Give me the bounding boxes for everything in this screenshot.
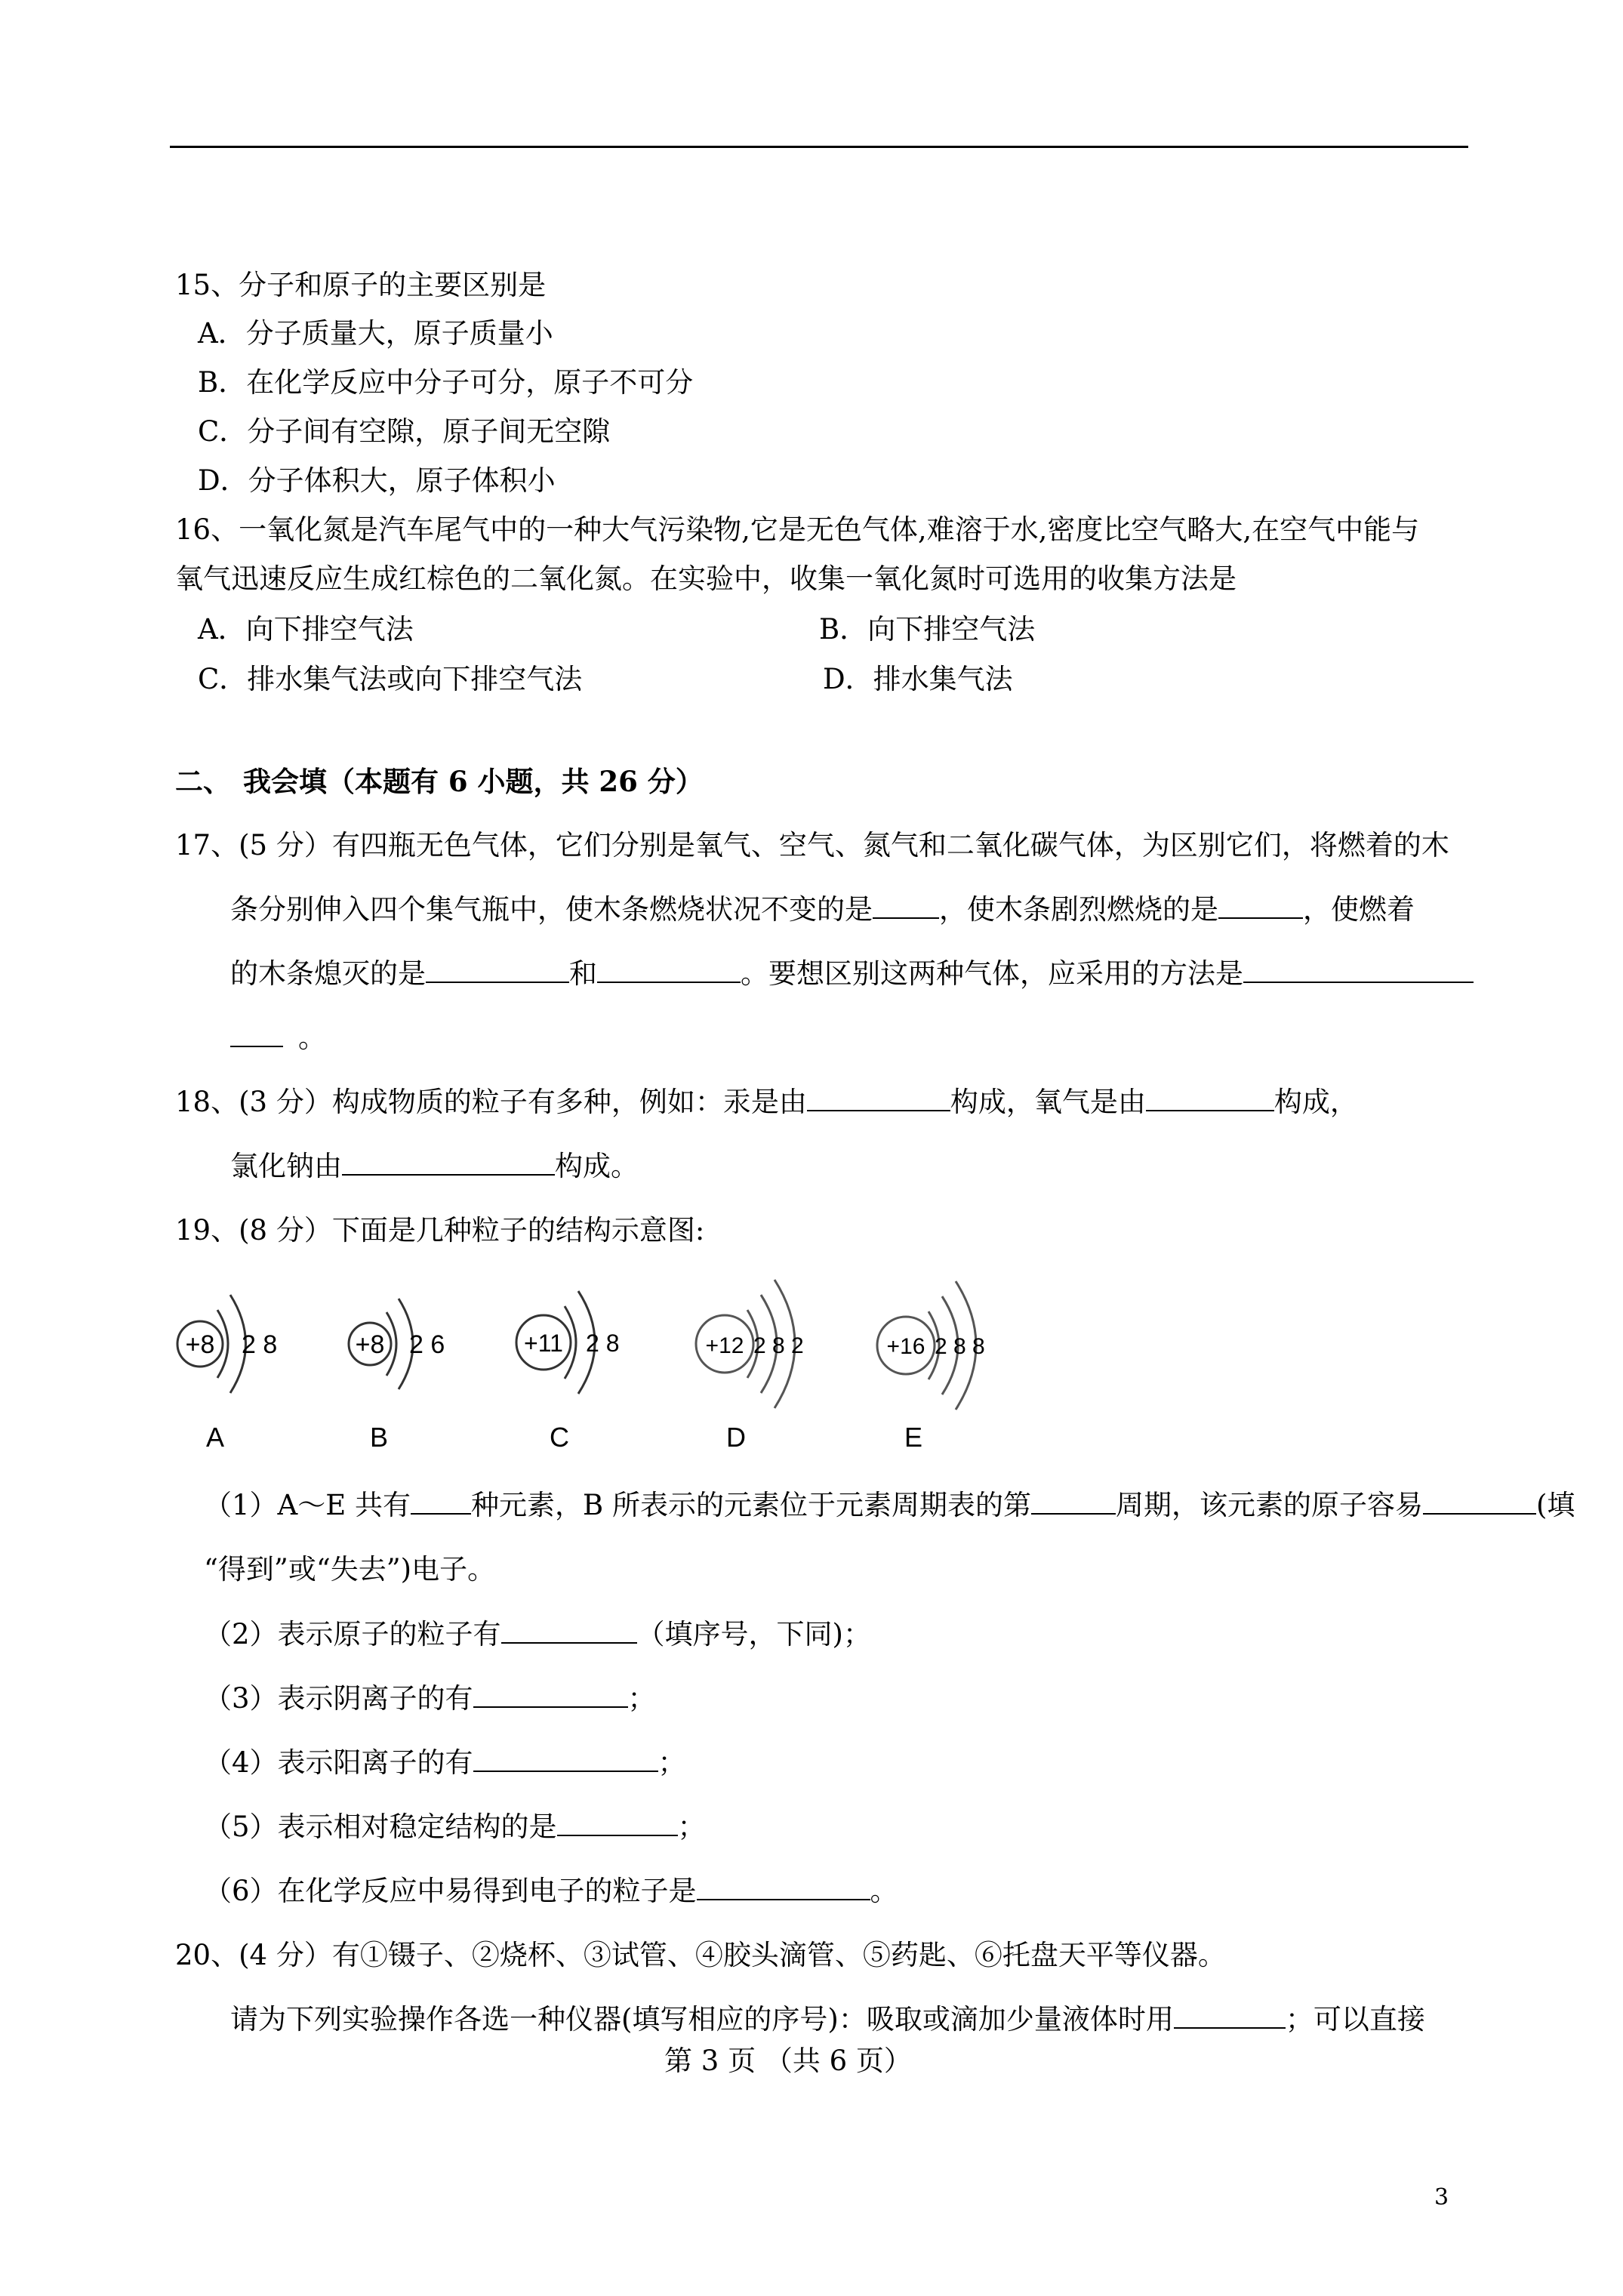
section2-title: 我会填（本题有 6 小题，共 26 分）: [243, 765, 704, 798]
nucleus-e-label: +16: [886, 1334, 925, 1359]
q19-p2-text-b: （填序号，下同)；: [636, 1618, 871, 1650]
q18-line1-text-a: 18、(3 分）构成物质的粒子有多种，例如：汞是由: [175, 1086, 807, 1118]
q19-p1-text-d: (填: [1535, 1489, 1575, 1521]
nucleus-b-label: +8: [355, 1330, 385, 1359]
q18-line1-text-b: 构成，氧气是由: [950, 1086, 1146, 1118]
q15-option-a: A．分子质量大，原子质量小: [198, 317, 553, 350]
q19-p3-text-a: （3）表示阴离子的有: [204, 1682, 473, 1715]
q17-line4: [230, 1022, 326, 1055]
diagram-letter-d: D: [726, 1422, 746, 1453]
q19-blank-cations[interactable]: [473, 1748, 658, 1772]
q19-p5-text-a: （5）表示相对稳定结构的是: [204, 1811, 557, 1843]
q17-line2-text-a: 条分别伸入四个集气瓶中，使木条燃烧状况不变的是: [230, 893, 873, 926]
q19-part5: [204, 1811, 706, 1844]
q20-line2-text-b: ；可以直接: [1285, 2003, 1425, 2036]
q17-blank-method-cont[interactable]: [230, 1023, 283, 1047]
q19-part6: [204, 1875, 898, 1908]
q15-option-d: D．分子体积大，原子体积小: [198, 464, 556, 497]
diagram-b: [349, 1299, 445, 1389]
q17-blank-extinguish-1[interactable]: [426, 959, 569, 983]
q15-option-c: C．分子间有空隙，原子间无空隙: [198, 415, 611, 448]
page-number: 3: [1434, 2184, 1449, 2211]
q17-line1: 17、(5 分）有四瓶无色气体，它们分别是氧气、空气、氮气和二氧化碳气体，为区别它们，将燃着的木: [175, 829, 1449, 861]
q17-line2-text-c: ，使燃着: [1303, 893, 1415, 926]
q18-blank-oxygen[interactable]: [1146, 1087, 1274, 1111]
q18-line1: [175, 1086, 1358, 1119]
shells-d-label: 2 8 2: [753, 1333, 804, 1358]
q16-stem-line2: 氧气迅速反应生成红棕色的二氧化氮。在实验中，收集一氧化氮时可选用的收集方法是: [175, 562, 1236, 595]
q19-p1-text-a: （1）A～E 共有: [204, 1489, 411, 1521]
q19-part3: [204, 1682, 656, 1715]
q18-line2-text-b: 构成。: [555, 1150, 639, 1182]
q18-line2: [230, 1150, 639, 1183]
q19-blank-anions[interactable]: [473, 1684, 628, 1708]
q18-blank-mercury[interactable]: [807, 1087, 950, 1111]
q19-p2-text-a: （2）表示原子的粒子有: [204, 1618, 501, 1650]
nucleus-a-label: +8: [185, 1330, 215, 1359]
q17-blank-vigorous[interactable]: [1218, 895, 1303, 919]
shells-a-label: 2 8: [242, 1330, 278, 1359]
q16-option-a: A．向下排空气法: [198, 613, 414, 646]
q17-line2-text-b: ，使木条剧烈燃烧的是: [939, 893, 1218, 926]
q19-stem: 19、(8 分）下面是几种粒子的结构示意图:: [175, 1214, 705, 1247]
q19-p5-text-b: ；: [677, 1811, 706, 1843]
q16-stem-line1: 16、一氧化氮是汽车尾气中的一种大气污染物,它是无色气体,难溶于水,密度比空气略大,在空气中能与: [175, 513, 1420, 546]
q17-line3: [230, 957, 1474, 991]
q19-p6-text-b: 。: [870, 1875, 898, 1907]
q17-line3-text-b: 和: [569, 957, 597, 990]
diagram-letter-b: B: [370, 1422, 389, 1453]
q17-line2: [230, 893, 1415, 926]
q19-p1-text-c: 周期，该元素的原子容易: [1115, 1489, 1423, 1521]
q18-line1-text-c: 构成，: [1273, 1086, 1358, 1118]
q19-p6-text-a: （6）在化学反应中易得到电子的粒子是: [204, 1875, 697, 1907]
q16-option-d: D．排水集气法: [823, 663, 1013, 695]
q20-line2: [230, 2003, 1425, 2036]
diagram-e: [877, 1281, 985, 1410]
q19-part1: [204, 1489, 1575, 1522]
q20-line1: 20、(4 分）有①镊子、②烧杯、③试管、④胶头滴管、⑤药匙、⑥托盘天平等仪器。: [175, 1939, 1226, 1971]
q18-line2-text-a: 氯化钠由: [230, 1150, 342, 1182]
diagram-letter-e: E: [904, 1422, 923, 1453]
q19-part1-cont: “得到”或“失去”)电子。: [204, 1553, 496, 1586]
q17-line4-text: 。: [298, 1022, 326, 1054]
shells-e-label: 2 8 8: [935, 1334, 985, 1359]
q19-part4: [204, 1746, 686, 1780]
q17-blank-unchanged[interactable]: [873, 895, 939, 919]
q16-option-c: C．排水集气法或向下排空气法: [198, 663, 583, 695]
q15-option-b: B．在化学反应中分子可分，原子不可分: [198, 366, 694, 399]
nucleus-c-label: +11: [524, 1330, 563, 1357]
q17-line3-text-a: 的木条熄灭的是: [230, 957, 426, 990]
q16-option-b: B．向下排空气法: [819, 613, 1036, 646]
diagram-letter-c: C: [550, 1422, 569, 1453]
diagram-d: [696, 1280, 804, 1408]
q19-blank-period[interactable]: [1031, 1490, 1116, 1515]
q19-blank-atoms[interactable]: [501, 1620, 637, 1644]
q19-blank-gain-lose[interactable]: [1423, 1490, 1536, 1515]
q19-p4-text-a: （4）表示阳离子的有: [204, 1746, 473, 1779]
diagram-a: [177, 1295, 277, 1393]
q18-blank-nacl[interactable]: [342, 1151, 555, 1176]
q20-blank-dropper[interactable]: [1174, 2005, 1286, 2029]
header-rule: [170, 146, 1468, 148]
nucleus-d-label: +12: [705, 1333, 744, 1358]
section2-number: 二、: [175, 765, 231, 798]
diagram-c: [516, 1291, 619, 1394]
page-footer-label: 第 3 页 （共 6 页）: [664, 2045, 912, 2077]
shells-b-label: 2 6: [409, 1330, 445, 1359]
q17-blank-method[interactable]: [1243, 959, 1474, 983]
q15-stem: 15、分子和原子的主要区别是: [175, 269, 547, 301]
shells-c-label: 2 8: [586, 1330, 620, 1357]
q19-part2: [204, 1618, 871, 1651]
diagram-letter-a: A: [206, 1422, 225, 1453]
q20-line2-text-a: 请为下列实验操作各选一种仪器(填写相应的序号)：吸取或滴加少量液体时用: [230, 2003, 1174, 2036]
q19-blank-gain-electrons[interactable]: [697, 1876, 870, 1900]
q17-blank-extinguish-2[interactable]: [597, 959, 741, 983]
q19-blank-stable[interactable]: [557, 1812, 678, 1836]
q19-p1-text-b: 种元素，B 所表示的元素位于元素周期表的第: [471, 1489, 1031, 1521]
q17-line3-text-c: 。要想区别这两种气体，应采用的方法是: [741, 957, 1243, 990]
q19-blank-element-count[interactable]: [411, 1490, 471, 1515]
q19-p4-text-b: ；: [658, 1746, 686, 1779]
q19-p3-text-b: ；: [627, 1682, 656, 1715]
